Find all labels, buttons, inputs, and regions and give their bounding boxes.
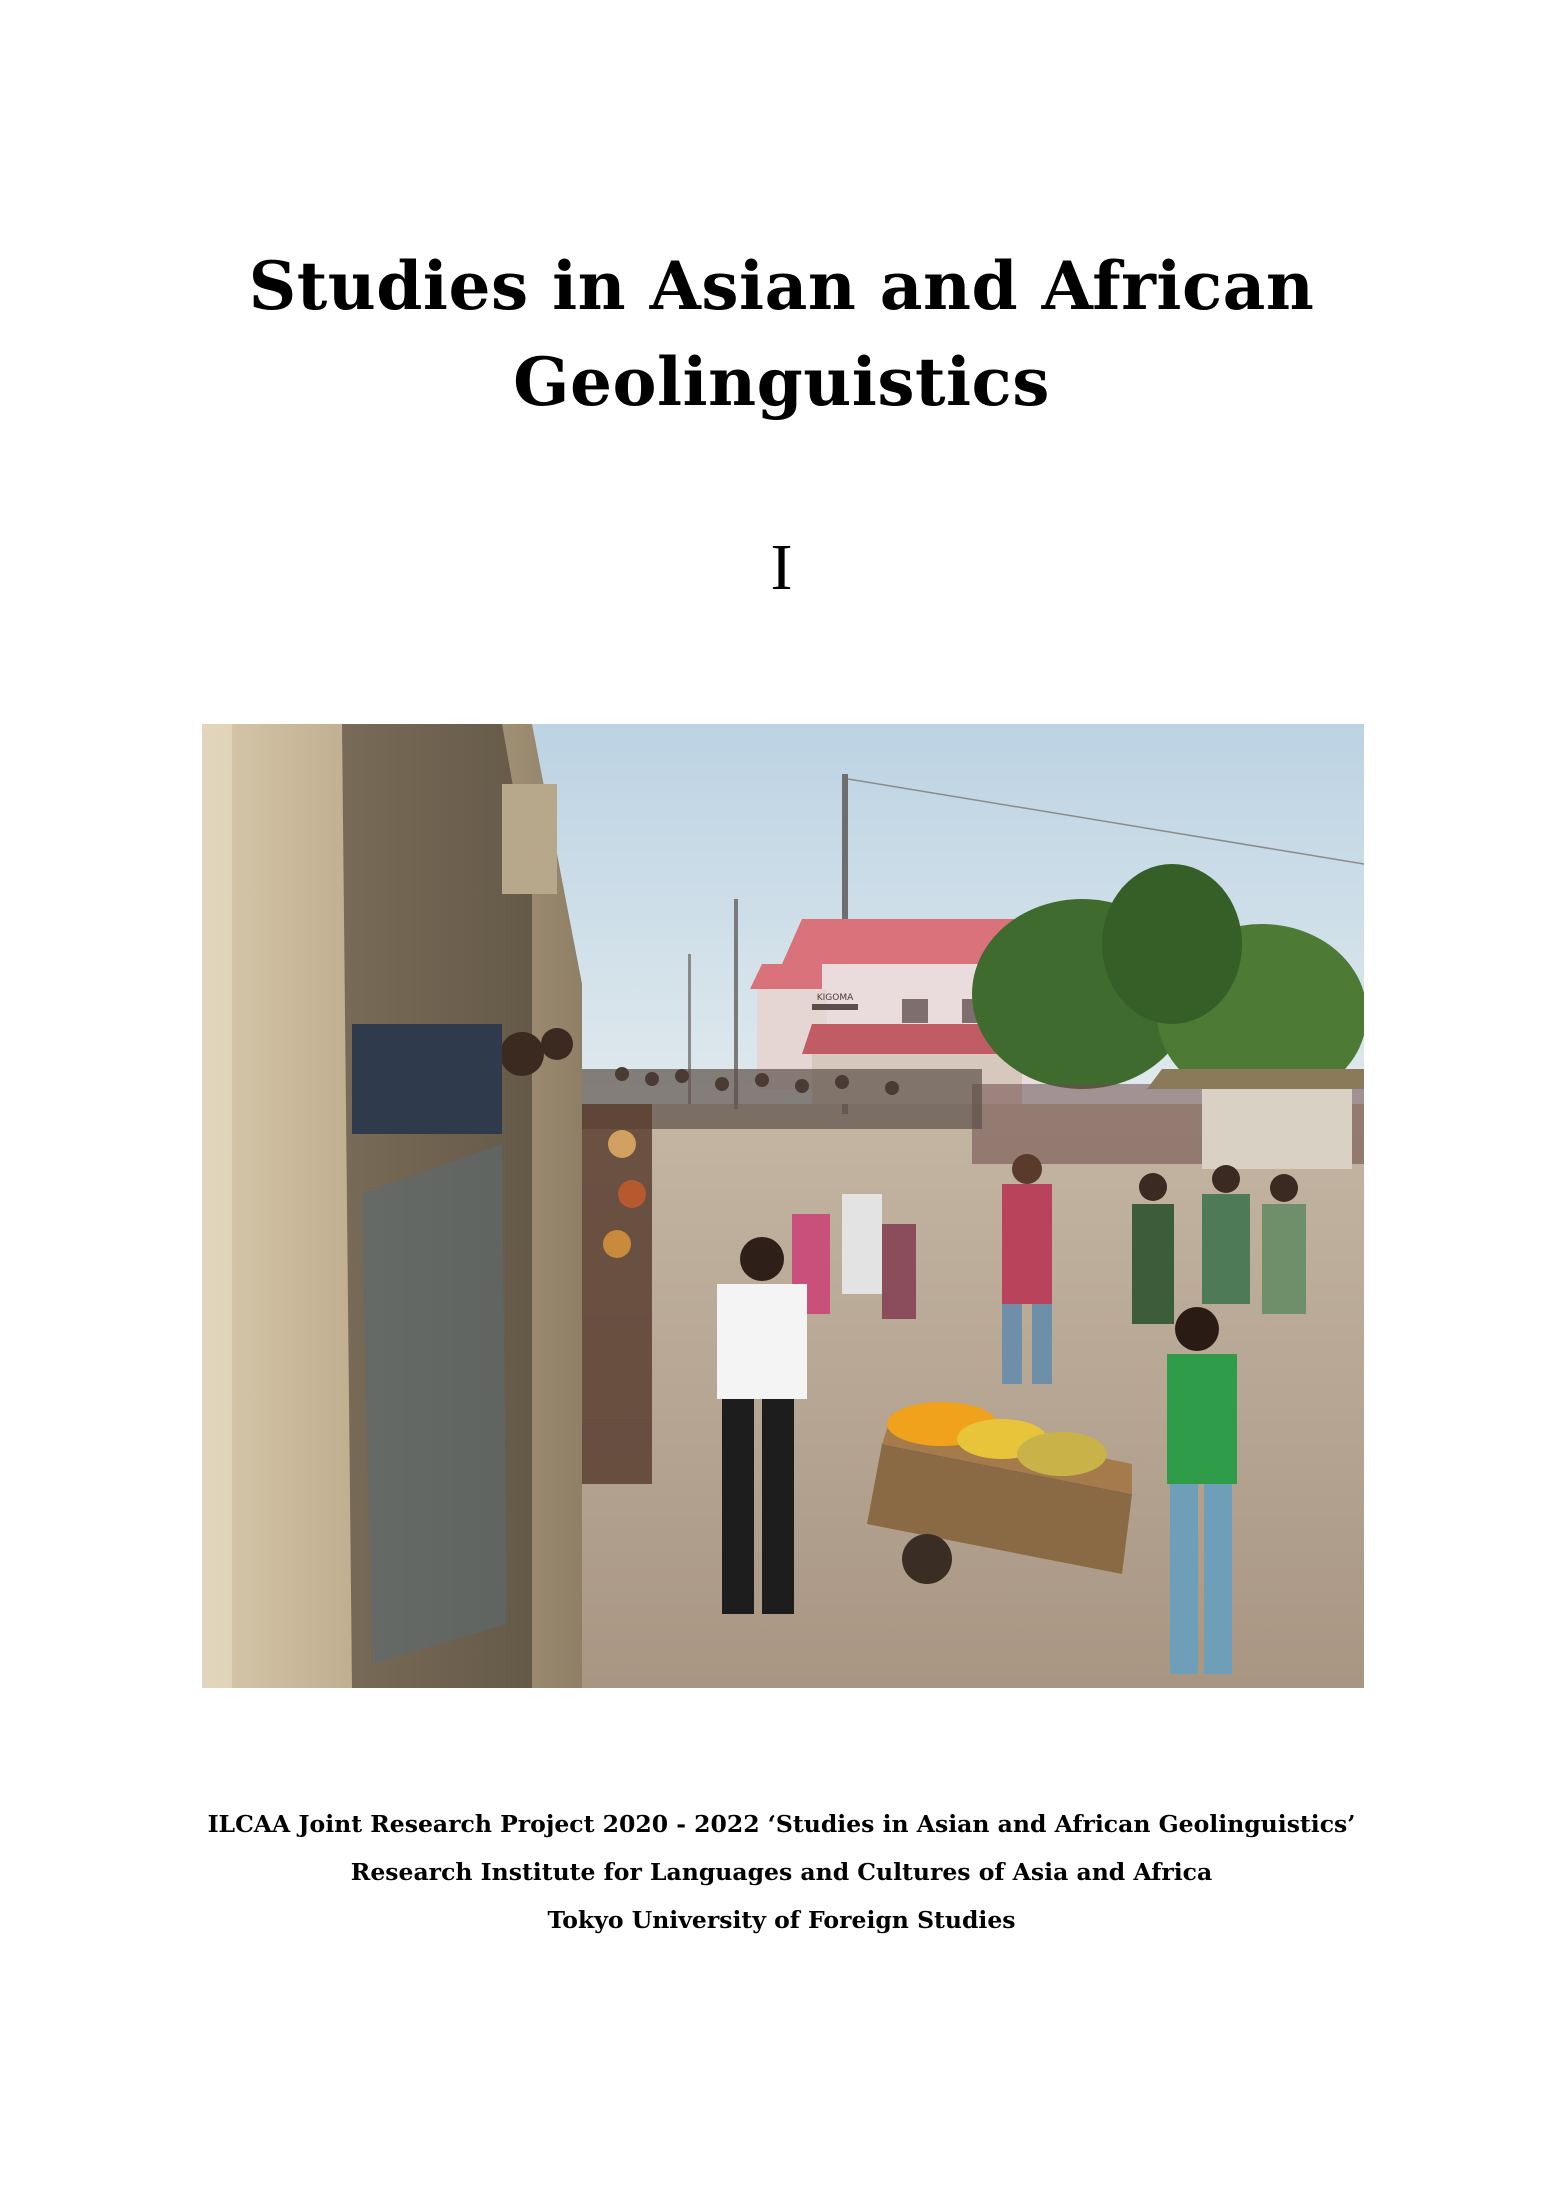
man-white-shirt — [717, 1237, 807, 1614]
title-line-2: Geolinguistics — [513, 343, 1050, 421]
platform-ground — [532, 1104, 1364, 1688]
project-line: ILCAA Joint Research Project 2020 - 2022 ‘Studies in Asian and African Geolinguistics’ — [207, 1810, 1356, 1838]
volume-number: I — [770, 531, 793, 604]
cover-title — [0, 238, 1563, 430]
cover-photo — [202, 724, 1364, 1688]
vendors-along-train — [582, 1104, 652, 1484]
station-sign: KIGOMA — [816, 993, 854, 1003]
institute-line: Research Institute for Languages and Cultures of Asia and Africa — [350, 1858, 1213, 1886]
railway-station-photo — [202, 724, 1364, 1688]
university-line: Tokyo University of Foreign Studies — [547, 1906, 1016, 1934]
footer — [0, 1800, 1563, 1944]
title-line-1: Studies in Asian and African — [248, 247, 1315, 325]
